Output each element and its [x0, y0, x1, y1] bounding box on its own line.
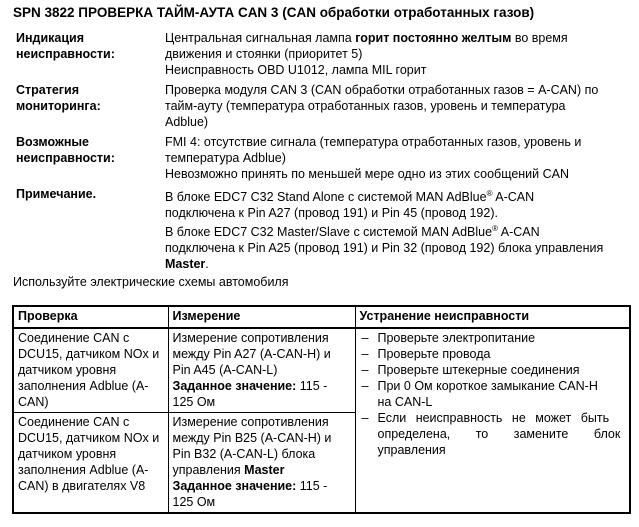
setpoint-line [173, 378, 351, 394]
indication-text: во время [511, 31, 568, 45]
check-line: заполнения Adblue (A- [18, 463, 149, 477]
column-header-measurement: Измерение [168, 306, 355, 328]
check-line: CAN) [18, 395, 49, 409]
list-item-text: – Если неисправность не может быть [377, 411, 610, 425]
remark-line [165, 256, 633, 272]
indication-label [16, 30, 156, 62]
list-item-text: управления [377, 443, 446, 457]
page-title: SPN 3822 ПРОВЕРКА ТАЙМ-АУТА CAN 3 (CAN обработки отработанных газов) [13, 5, 535, 20]
remark-text: . [205, 257, 209, 272]
strategy-line: Проверка модуля CAN 3 (CAN обработки отработанных газов = A-CAN) по [165, 83, 599, 97]
check-line: DCU15, датчиком NOx и [18, 431, 160, 445]
measurement-line: Измерение сопротивления [172, 415, 329, 429]
measurement-cell [168, 413, 355, 514]
indication-label-line: неисправности: [16, 47, 115, 61]
list-item [360, 378, 626, 410]
list-item-text: определена, то замените блок [377, 427, 621, 441]
remark-text: В блоке EDC7 C32 Master/Slave с системой MAN AdBlue [165, 225, 493, 240]
measurement-line: Pin B32 (A-CAN-L) блока [172, 447, 316, 461]
setpoint-line: 125 Ом [172, 395, 216, 409]
column-header-check: Проверка [13, 306, 168, 328]
wiring-diagram-note: Используйте электрические схемы автомобиля [13, 275, 289, 289]
measurement-line: между Pin A27 (A-CAN-H) и [172, 347, 331, 361]
check-line: Соединение CAN с [18, 331, 130, 345]
faults-line: температура Adblue) [165, 151, 286, 165]
indication-label-line: Индикация [16, 31, 85, 45]
faults-value [165, 134, 633, 182]
list-item: – Проверьте штекерные соединения [360, 362, 626, 378]
table-header-row [13, 306, 630, 328]
check-line: заполнения Adblue (A- [18, 379, 149, 393]
diagnosis-table [12, 305, 631, 514]
strategy-label-line: мониторинга: [16, 99, 101, 113]
setpoint-label: Заданное значение: [172, 479, 297, 493]
setpoint-line: 125 Ом [172, 495, 216, 509]
check-line: CAN) в двигателях V8 [18, 479, 146, 493]
check-line: DCU15, датчиком NOx и [18, 347, 160, 361]
remark-text: A-CAN [497, 225, 540, 240]
faults-line: FMI 4: отсутствие сигнала (температура отработанных газов, уровень и [165, 135, 582, 149]
table-row [13, 328, 630, 413]
check-line: датчиком уровня [18, 363, 117, 377]
remark-value [165, 186, 633, 272]
setpoint-value: 115 - [296, 379, 328, 393]
indication-line [165, 30, 633, 46]
measurement-line: Измерение сопротивления [172, 331, 329, 345]
setpoint-line [173, 478, 351, 494]
remark-emphasis: Master [165, 257, 206, 272]
setpoint-label: Заданное значение: [172, 379, 297, 393]
remark-label: Примечание. [16, 187, 97, 201]
measurement-line [173, 462, 351, 478]
faults-line: Невозможно принять по меньшей мере одно из этих сообщений CAN [165, 167, 570, 181]
faults-label-line: Возможные [16, 135, 89, 149]
remark-line: подключена к Pin A27 (провод 191) и Pin 45 (провод 192). [165, 206, 498, 221]
list-item-text: на CAN-L [377, 395, 433, 409]
strategy-line: Adblue) [165, 115, 209, 129]
fix-list [360, 330, 626, 458]
registered-mark: ® [486, 189, 493, 198]
registered-mark: ® [492, 224, 498, 234]
indication-value [165, 30, 633, 78]
measurement-emphasis: Master [244, 463, 285, 477]
strategy-label-line: Стратегия [16, 83, 79, 97]
measurement-line: Pin A45 (A-CAN-L) [172, 363, 278, 377]
measurement-line: между Pin B25 (A-CAN-H) и [172, 431, 332, 445]
indication-line: Неисправность OBD U1012, лампа MIL горит [165, 63, 427, 77]
check-line: датчиком уровня [18, 447, 117, 461]
indication-line: движения и стоянки (приоритет 5) [165, 47, 363, 61]
indication-emphasis: горит постоянно желтым [355, 31, 512, 45]
list-item: – Проверьте электропитание [360, 330, 626, 346]
list-item-text: При 0 Ом короткое замыкание CAN-H [377, 379, 598, 393]
check-cell [13, 413, 168, 514]
remark-line [165, 186, 633, 205]
indication-text: Центральная сигнальная лампа [165, 31, 356, 45]
faults-label [16, 134, 156, 166]
setpoint-value: 115 - [296, 479, 328, 493]
list-item [360, 410, 626, 458]
list-item: – Проверьте провода [360, 346, 626, 362]
check-line: Соединение CAN с [18, 415, 130, 429]
strategy-value [165, 82, 633, 130]
remark-text: A-CAN [492, 190, 535, 205]
faults-label-line: неисправности: [16, 151, 115, 165]
fix-cell [355, 328, 630, 513]
remark-text: В блоке EDC7 C32 Stand Alone с системой MAN AdBlue [165, 190, 487, 205]
column-header-fix: Устранение неисправности [355, 306, 630, 328]
measurement-text: управления [172, 463, 245, 477]
remark-line: подключена к Pin A25 (провод 191) и Pin 32 (провод 192) блока управления [165, 241, 604, 256]
measurement-cell [168, 328, 355, 413]
remark-line [165, 221, 633, 240]
strategy-line: тайм-ауту (температура отработанных газов, уровень и температура [165, 99, 566, 113]
strategy-label [16, 82, 156, 114]
check-cell [13, 328, 168, 413]
